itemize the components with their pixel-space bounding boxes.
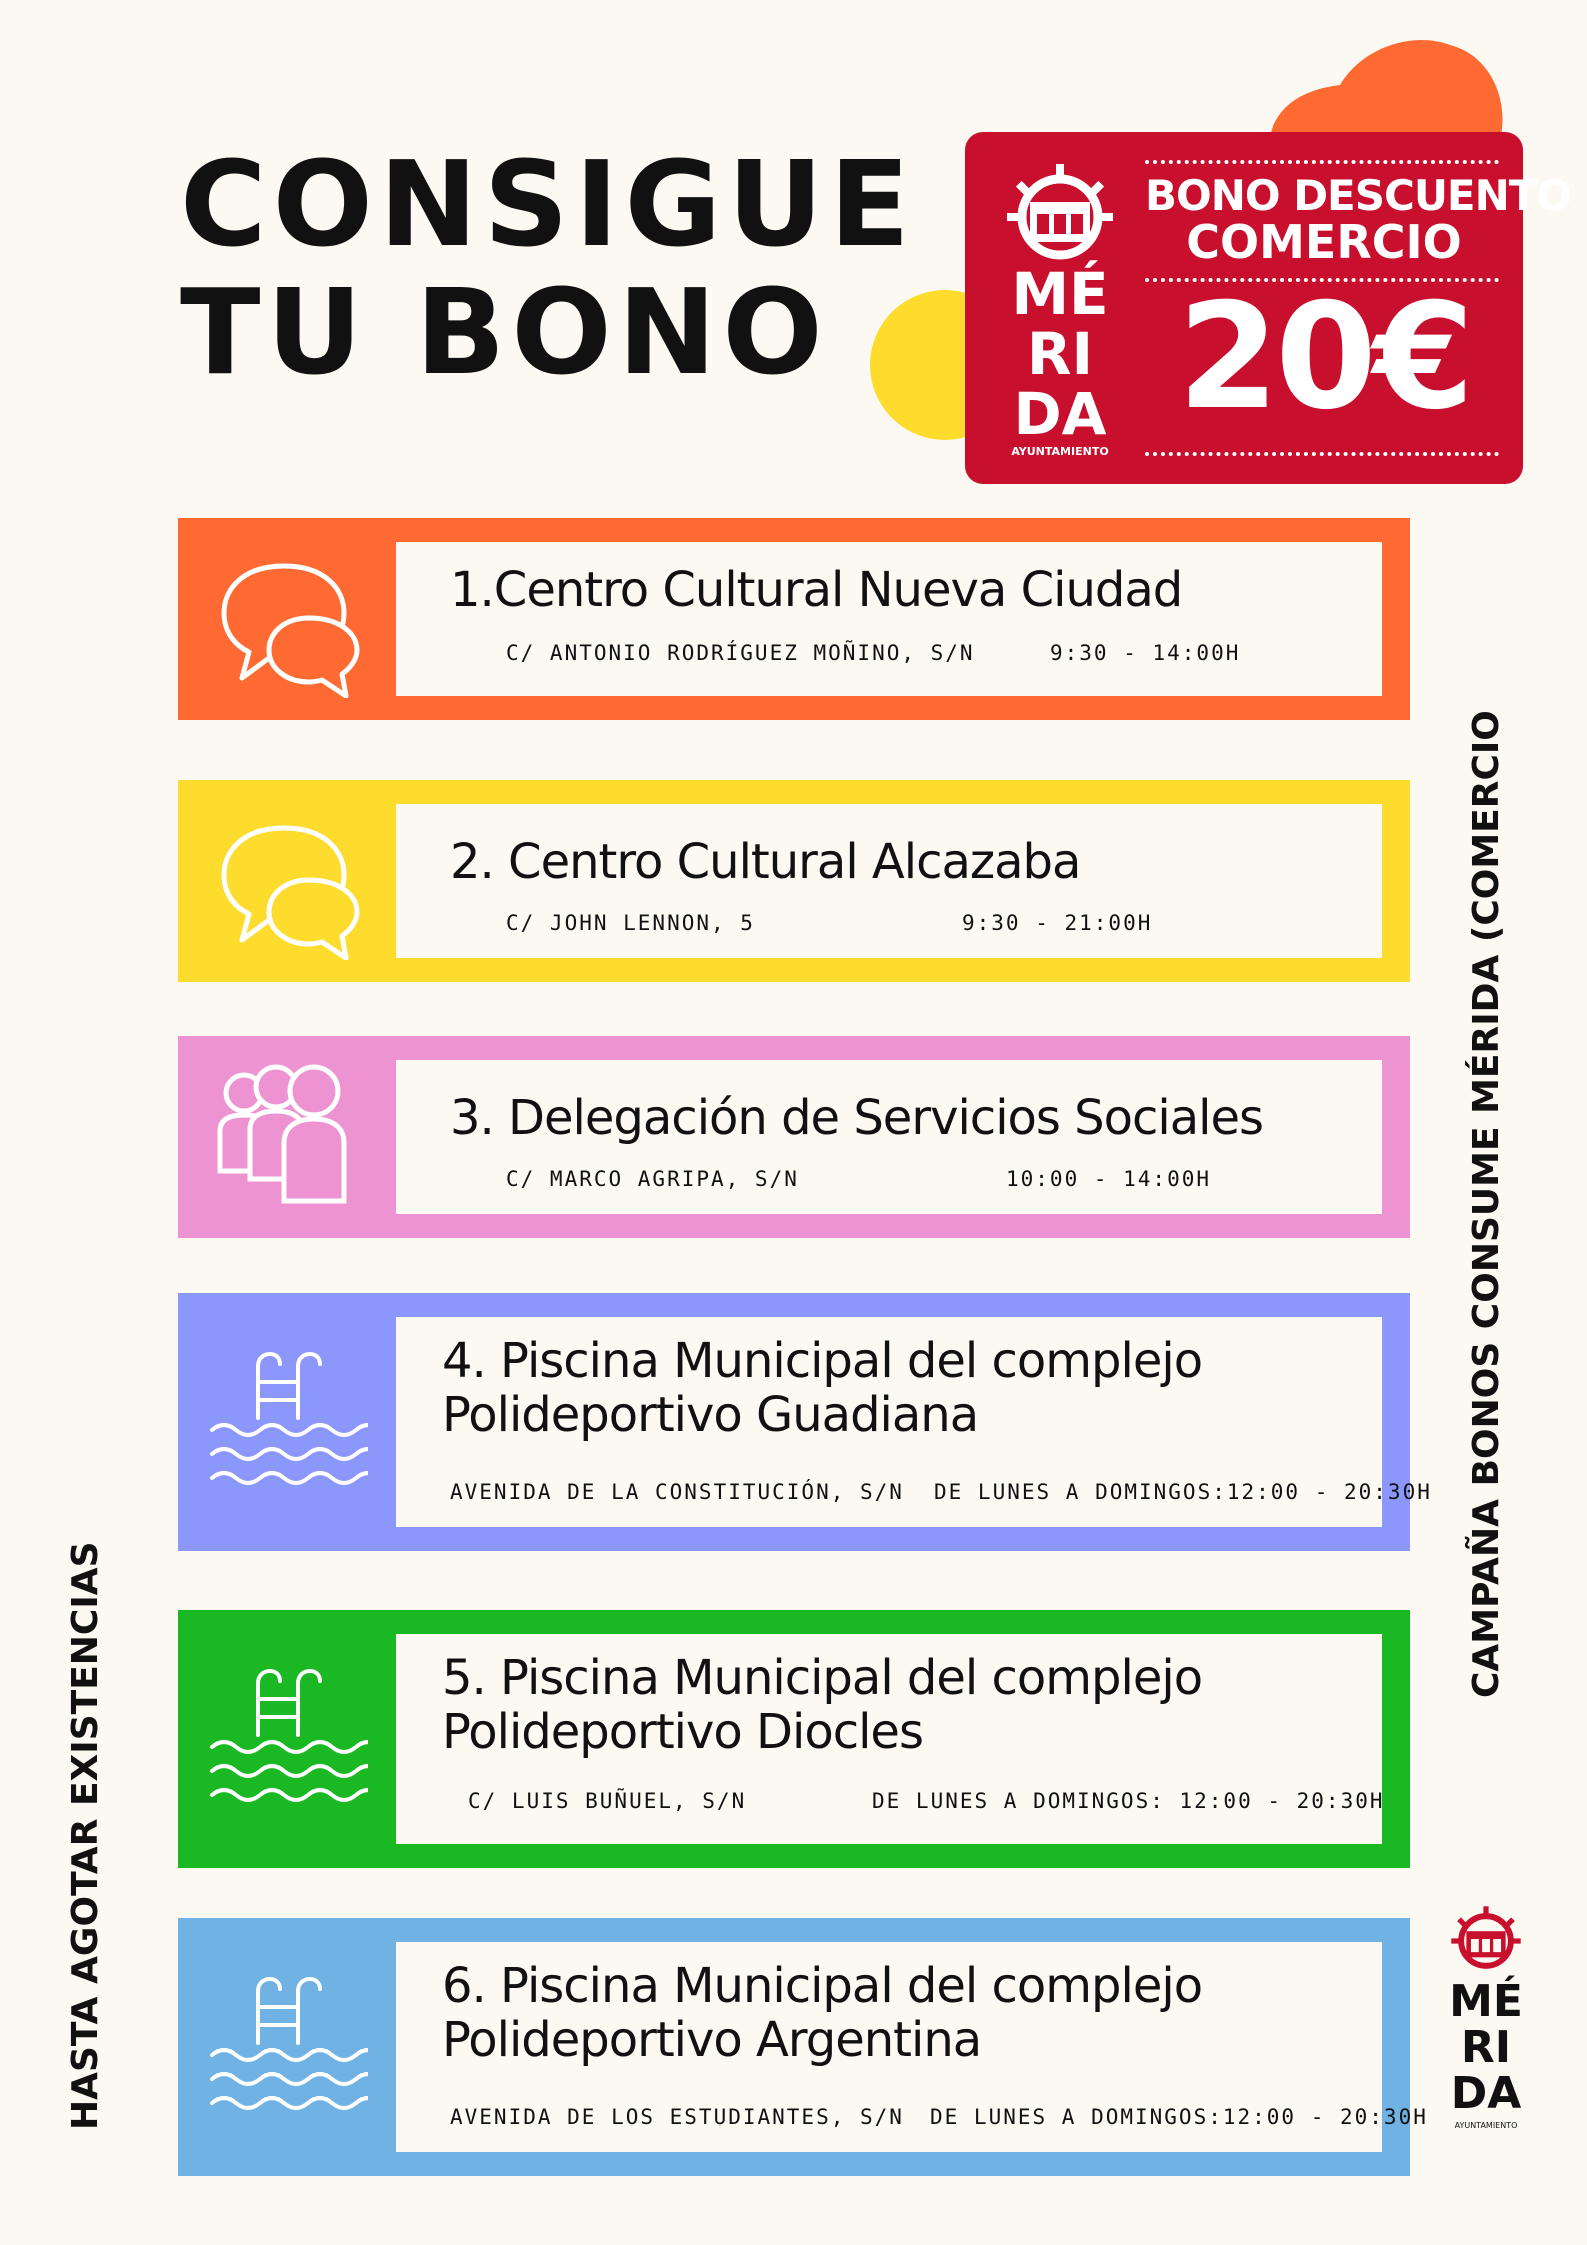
swimming-pool-icon bbox=[208, 1665, 368, 1815]
location-name-line-2: Polideportivo Diocles bbox=[442, 1704, 923, 1760]
location-name-line-2: Polideportivo Guadiana bbox=[442, 1387, 979, 1443]
merida-logo-text: MÉ RI DA bbox=[1011, 260, 1109, 448]
speech-bubbles-icon bbox=[214, 810, 364, 960]
location-name: 3. Delegación de Servicios Sociales bbox=[450, 1090, 1264, 1146]
merida-logo-subtitle: AYUNTAMIENTO bbox=[1011, 445, 1109, 458]
location-card-3 bbox=[178, 1036, 1410, 1238]
location-name-line-2: Polideportivo Argentina bbox=[442, 2012, 982, 2068]
location-name: 1.Centro Cultural Nueva Ciudad bbox=[450, 562, 1183, 618]
location-hours: 10:00 - 14:00H bbox=[1006, 1167, 1212, 1191]
voucher-amount: 20€ bbox=[1177, 272, 1471, 442]
location-card-5-content bbox=[396, 1634, 1385, 1844]
hasta-agotar-existencias-text: HASTA AGOTAR EXISTENCIAS bbox=[65, 1541, 106, 2130]
swimming-pool-icon bbox=[208, 1973, 368, 2123]
campaign-text: CAMPAÑA BONOS CONSUME MÉRIDA (COMERCIO bbox=[1466, 710, 1507, 1698]
location-name: 2. Centro Cultural Alcazaba bbox=[450, 834, 1081, 890]
location-card-6-content bbox=[396, 1942, 1428, 2152]
speech-bubbles-icon bbox=[214, 548, 364, 698]
title-line-2: TU BONO bbox=[180, 263, 829, 401]
merida-crest-icon bbox=[1450, 1905, 1522, 1977]
location-address: C/ MARCO AGRIPA, S/N bbox=[506, 1167, 799, 1191]
location-address: C/ ANTONIO RODRÍGUEZ MOÑINO, S/N bbox=[506, 641, 975, 665]
location-card-4 bbox=[178, 1293, 1432, 1551]
location-card-6 bbox=[178, 1918, 1428, 2176]
page-title bbox=[180, 135, 916, 401]
location-card-2 bbox=[178, 780, 1410, 982]
side-note-left bbox=[65, 1541, 125, 2130]
voucher-subtitle: COMERCIO bbox=[1186, 215, 1462, 269]
location-name-line-1: 4. Piscina Municipal del complejo bbox=[442, 1333, 1203, 1389]
location-card-1-content bbox=[396, 542, 1382, 696]
voucher-title: BONO DESCUENTO bbox=[1145, 171, 1572, 220]
title-line-1: CONSIGUE bbox=[180, 135, 916, 273]
location-address: C/ LUIS BUÑUEL, S/N bbox=[468, 1789, 747, 1813]
location-hours: 9:30 - 21:00H bbox=[962, 911, 1153, 935]
merida-logo-text: MÉ RI DA bbox=[1449, 1976, 1523, 2119]
location-hours: DE LUNES A DOMINGOS:12:00 - 20:30H bbox=[930, 2105, 1428, 2129]
side-note-right bbox=[1466, 710, 1526, 1698]
location-card-1 bbox=[178, 518, 1410, 720]
voucher-dotted-line-top bbox=[1145, 160, 1499, 164]
location-hours: DE LUNES A DOMINGOS:12:00 - 20:30H bbox=[934, 1480, 1432, 1504]
location-card-2-content bbox=[396, 804, 1382, 958]
swimming-pool-icon bbox=[208, 1348, 368, 1498]
location-address: C/ JOHN LENNON, 5 bbox=[506, 911, 755, 935]
location-hours: 9:30 - 14:00H bbox=[1050, 641, 1241, 665]
discount-voucher bbox=[965, 132, 1572, 484]
merida-logo bbox=[1440, 1905, 1530, 2145]
people-group-icon bbox=[214, 1061, 364, 1221]
voucher-dotted-line-bottom bbox=[1145, 452, 1499, 456]
location-address: AVENIDA DE LOS ESTUDIANTES, S/N bbox=[450, 2105, 904, 2129]
location-hours: DE LUNES A DOMINGOS: 12:00 - 20:30H bbox=[872, 1789, 1385, 1813]
location-card-3-content bbox=[396, 1060, 1382, 1214]
location-name-line-1: 5. Piscina Municipal del complejo bbox=[442, 1650, 1203, 1706]
location-name-line-1: 6. Piscina Municipal del complejo bbox=[442, 1958, 1203, 2014]
location-card-5 bbox=[178, 1610, 1410, 1868]
location-card-4-content bbox=[396, 1317, 1432, 1527]
merida-logo-subtitle: AYUNTAMIENTO bbox=[1454, 2121, 1518, 2130]
merida-crest-icon bbox=[1005, 162, 1115, 272]
location-address: AVENIDA DE LA CONSTITUCIÓN, S/N bbox=[450, 1480, 904, 1504]
